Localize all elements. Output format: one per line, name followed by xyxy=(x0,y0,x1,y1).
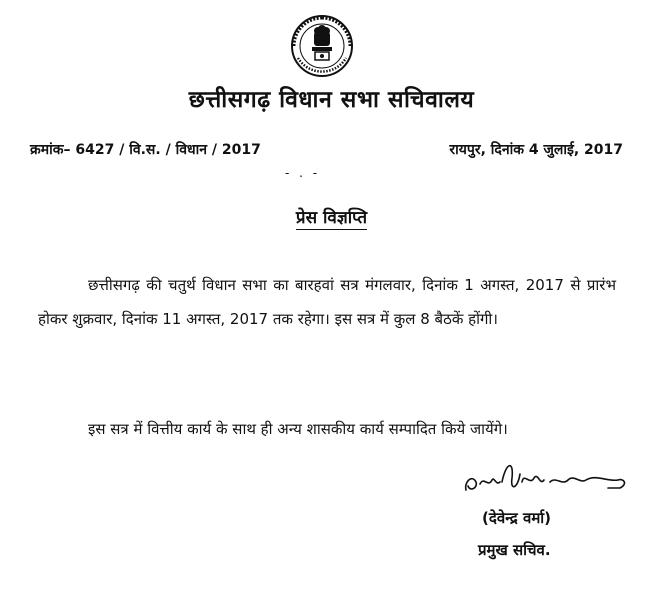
signatory-name: (देवेन्द्र वर्मा) xyxy=(482,509,552,527)
organization-title: छत्तीसगढ़ विधान सभा सचिवालय xyxy=(188,87,475,113)
place-and-date: रायपुर, दिनांक 4 जुलाई, 2017 xyxy=(449,142,623,158)
handwritten-signature xyxy=(458,452,638,502)
signatory-title: प्रमुख सचिव. xyxy=(478,541,551,559)
notice-heading xyxy=(0,205,663,228)
separator-dots: - . - xyxy=(285,166,321,180)
reference-number: क्रमांक– 6427 / वि.स. / विधान / 2017 xyxy=(30,142,261,158)
state-emblem-seal-icon xyxy=(290,14,354,78)
notice-paragraph-1: छत्तीसगढ़ की चतुर्थ विधान सभा का बारहवां सत्र मंगलवार, दिनांक 1 अगस्त, 2017 से प्रारंभ होकर शुक्रवार, दिनांक 11 अगस्त, 2017 तक रहेगा। इस सत्र में कुल 8 बैठकें होंगी। xyxy=(38,276,616,328)
notice-heading-text: प्रेस विज्ञप्ति xyxy=(295,208,368,228)
notice-paragraph-2: इस सत्र में वित्तीय कार्य के साथ ही अन्य शासकीय कार्य सम्पादित किये जायेंगे। xyxy=(88,420,508,438)
